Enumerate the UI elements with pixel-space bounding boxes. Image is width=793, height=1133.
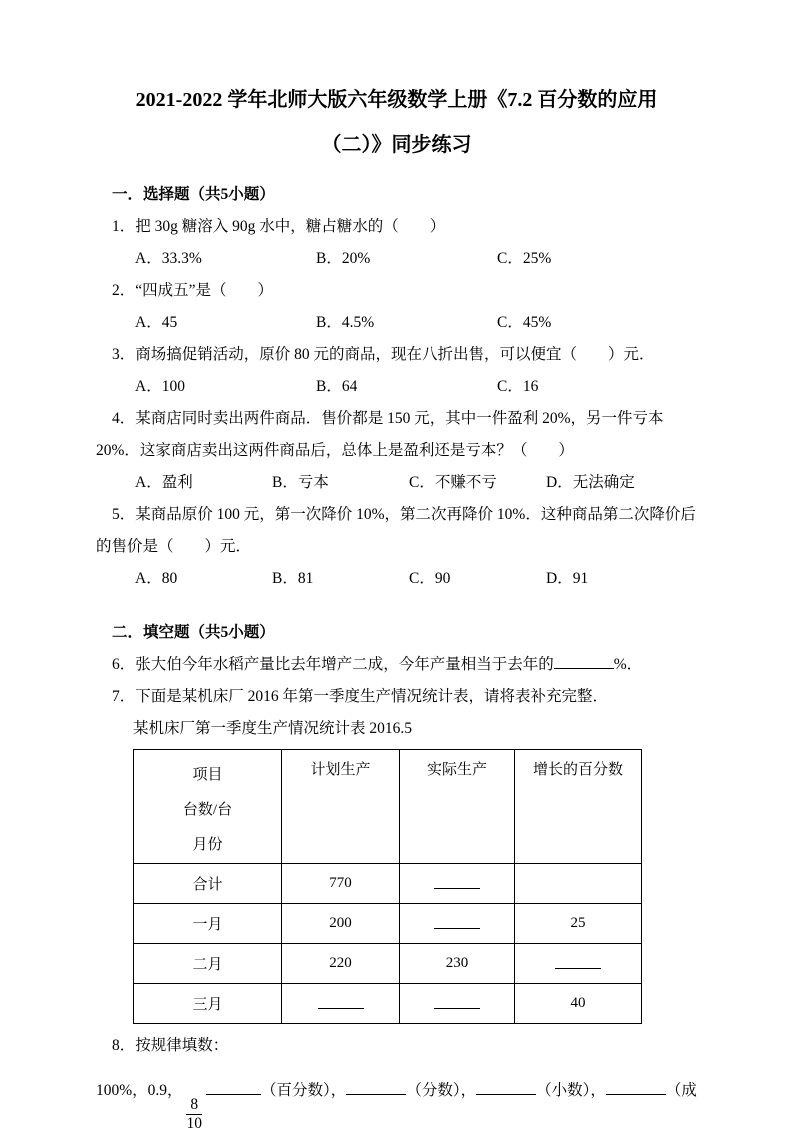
fraction-denominator: 10	[186, 1115, 203, 1132]
question-1-options	[135, 243, 697, 275]
page-title	[96, 88, 697, 157]
table-cell	[282, 984, 400, 1024]
table-cell: 230	[400, 944, 515, 984]
row-label: 二月	[134, 944, 282, 984]
option-label: C．90	[409, 570, 451, 587]
sequence-part: （分数），	[406, 1082, 477, 1099]
row-label: 合计	[134, 864, 282, 904]
question-8-text: 8．按规律填数：	[112, 1037, 229, 1054]
blank-line	[206, 1079, 261, 1095]
question-4-options	[135, 467, 697, 499]
corner-line-3: 月份	[192, 837, 223, 853]
table-row-total	[134, 864, 642, 904]
question-5-text: 5．某商品原价 100 元，第一次降价 10%，第二次再降价 10%．这种商品第二次降价后的售价是（ ）元．	[96, 506, 696, 555]
option-label: C．25%	[497, 250, 552, 267]
blank-line	[434, 873, 480, 889]
blank-line	[346, 1079, 406, 1095]
option-label: A．盈利	[135, 474, 193, 491]
option-label: B．亏本	[272, 474, 329, 491]
question-2-options	[135, 307, 697, 339]
blank-line	[606, 1079, 666, 1095]
option-label: A．45	[135, 314, 178, 331]
question-3-text: 3．商场搞促销活动，原价 80 元的商品，现在八折出售，可以便宜（ ）元．	[112, 346, 655, 363]
blank-line	[318, 993, 364, 1009]
column-header-planned: 计划生产	[282, 750, 400, 864]
blank-line	[434, 913, 480, 929]
table-cell	[400, 904, 515, 944]
question-1-text: 1．把 30g 糖溶入 90g 水中，糖占糖水的（ ）	[112, 218, 446, 235]
section-heading-choice: 一．选择题（共5小题）	[112, 186, 275, 203]
option-label: A．100	[135, 378, 185, 395]
table-cell	[400, 984, 515, 1024]
table-cell: 200	[282, 904, 400, 944]
production-table	[133, 749, 642, 1024]
option-label: B．81	[272, 570, 314, 587]
row-label: 三月	[134, 984, 282, 1024]
title-line-2: （二）》同步练习	[321, 134, 472, 156]
column-header-actual: 实际生产	[400, 750, 515, 864]
question-8-sequence	[96, 1068, 697, 1133]
section-heading-fill: 二．填空题（共5小题）	[112, 624, 275, 641]
option-label: C．16	[497, 378, 539, 395]
table-cell	[515, 864, 642, 904]
table-cell	[400, 864, 515, 904]
table-cell: 25	[515, 904, 642, 944]
table-cell: 220	[282, 944, 400, 984]
blank-line	[555, 953, 601, 969]
blank-line	[476, 1079, 536, 1095]
table-row-january	[134, 904, 642, 944]
blank-line	[434, 993, 480, 1009]
table-cell: 40	[515, 984, 642, 1024]
option-label: D．无法确定	[546, 474, 635, 491]
option-label: B．20%	[316, 250, 371, 267]
column-header-growth: 增长的百分数	[515, 750, 642, 864]
sequence-prefix: 100%，0.9，	[96, 1082, 183, 1099]
option-label: C．不赚不亏	[409, 474, 497, 491]
row-label: 一月	[134, 904, 282, 944]
option-label: B．64	[316, 378, 358, 395]
table-header-row	[134, 750, 642, 864]
corner-line-1: 项目	[192, 767, 223, 783]
option-label: A．33.3%	[135, 250, 202, 267]
question-5-options	[135, 563, 697, 595]
question-6-suffix: %．	[613, 656, 643, 673]
table-row-march	[134, 984, 642, 1024]
corner-line-2: 台数/台	[182, 802, 233, 818]
corner-header-cell	[134, 750, 282, 864]
question-6-line	[96, 649, 697, 681]
question-3-options	[135, 371, 697, 403]
question-2-text: 2．“四成五”是（ ）	[112, 282, 274, 299]
blank-line	[554, 653, 614, 669]
table-cell: 770	[282, 864, 400, 904]
table-caption: 某机床厂第一季度生产情况统计表 2016.5	[133, 720, 413, 737]
fraction-8-over-10	[185, 1096, 205, 1133]
question-7-text: 7．下面是某机床厂 2016 年第一季度生产情况统计表，请将表补充完整．	[112, 688, 609, 705]
question-6-text: 6．张大伯今年水稻产量比去年增产二成，今年产量相当于去年的	[112, 656, 554, 673]
question-4-text: 4．某商店同时卖出两件商品．售价都是 150 元，其中一件盈利 20%，另一件亏本 20%．这家商店卖出这两件商品后，总体上是盈利还是亏本？（ ）	[96, 410, 664, 459]
fraction-numerator: 8	[186, 1096, 202, 1115]
sequence-part: （小数），	[536, 1082, 606, 1099]
table-cell	[515, 944, 642, 984]
sequence-part: （成	[665, 1082, 697, 1099]
option-label: D．91	[546, 570, 589, 587]
option-label: A．80	[135, 570, 178, 587]
title-line-1: 2021-2022 学年北师大版六年级数学上册《7.2 百分数的应用	[135, 89, 658, 111]
sequence-part: （百分数），	[261, 1082, 347, 1099]
option-label: C．45%	[497, 314, 552, 331]
table-row-february	[134, 944, 642, 984]
option-label: B．4.5%	[316, 314, 375, 331]
